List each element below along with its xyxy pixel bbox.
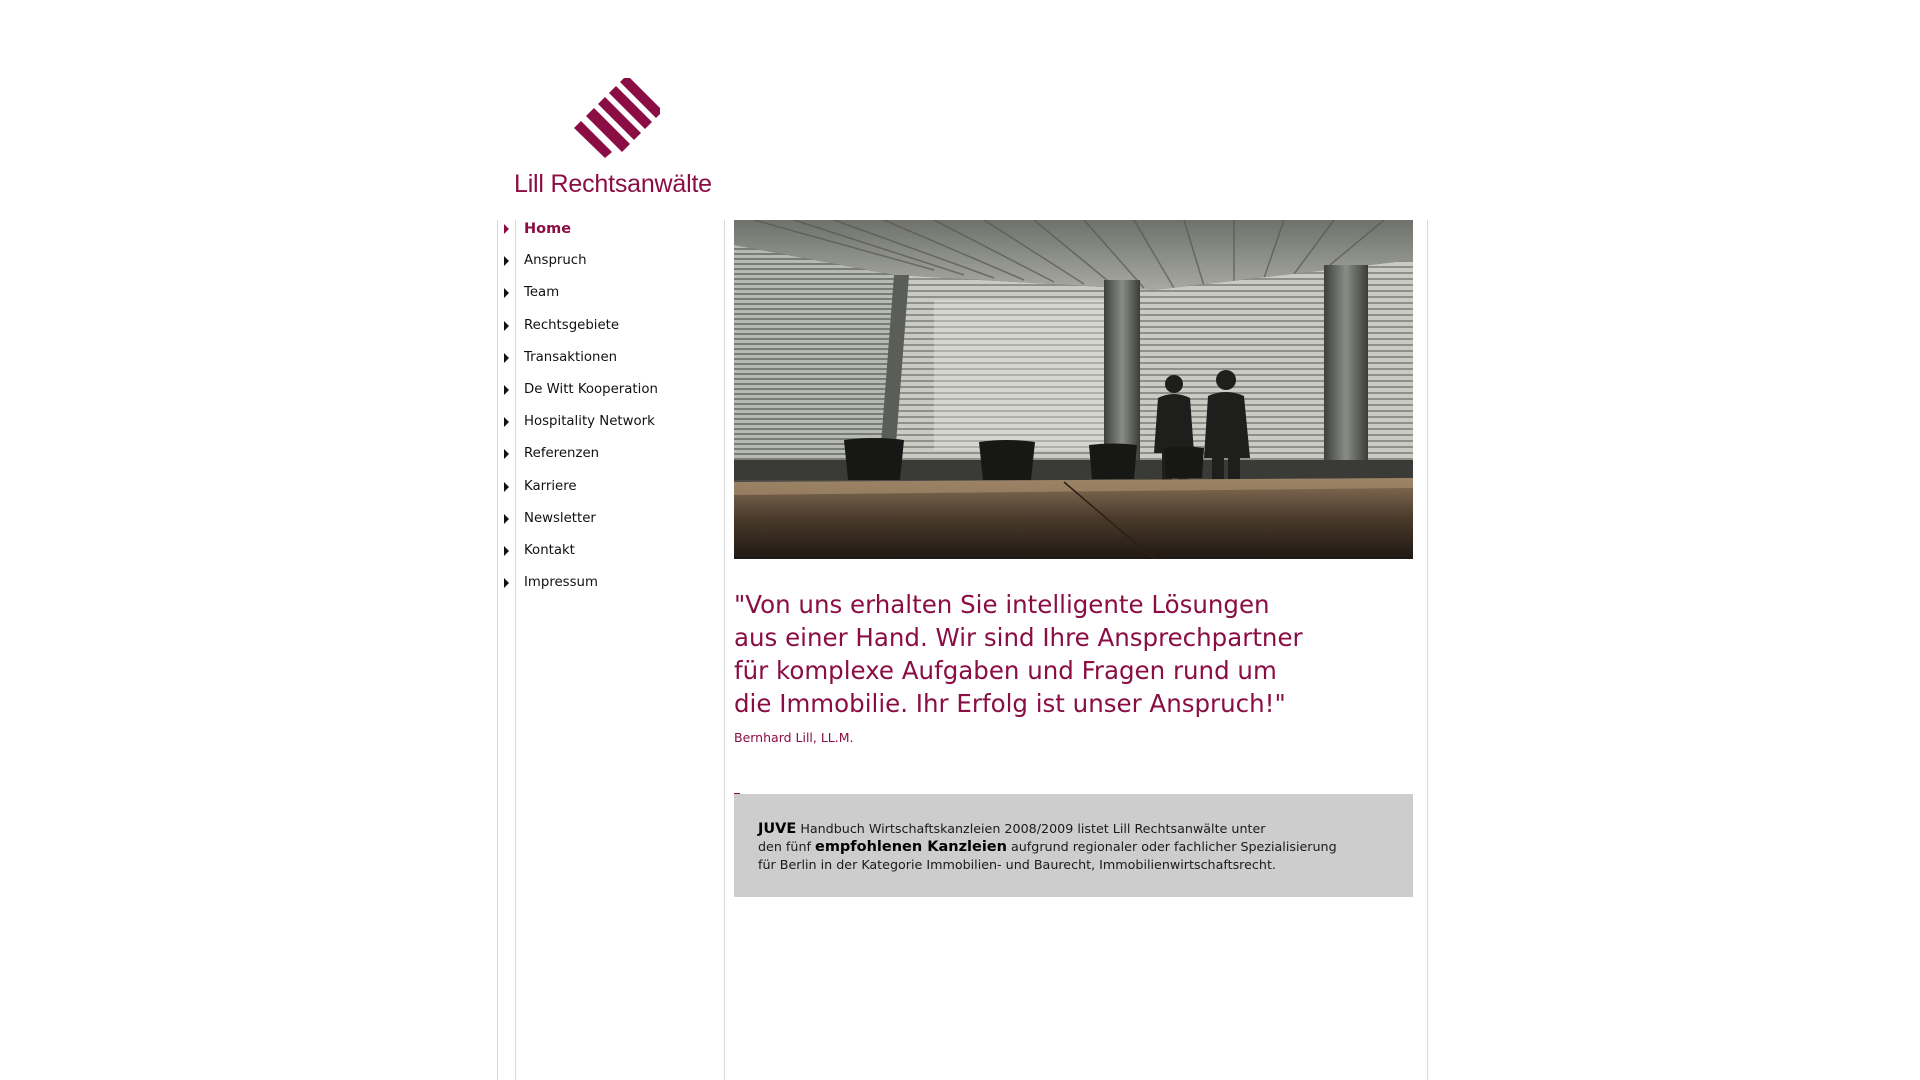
juve-text: für Berlin in der Kategorie Immobilien- und Baurecht, Immobilienwirtschaftsrecht. — [758, 857, 1276, 872]
triangle-right-icon — [504, 353, 509, 363]
nav-item-de-witt-kooperation[interactable] — [500, 381, 722, 413]
nav-item-kontakt[interactable] — [500, 542, 722, 574]
hero-image — [734, 220, 1413, 559]
nav-item-label: De Witt Kooperation — [524, 381, 658, 397]
quote-text — [734, 588, 1414, 720]
triangle-right-icon — [504, 546, 509, 556]
divider-line — [1427, 220, 1428, 1080]
logo-mark-icon — [574, 78, 660, 158]
quote-line: für komplexe Aufgaben und Fragen rund um — [734, 656, 1277, 685]
nav-item-label: Transaktionen — [524, 349, 618, 365]
divider-line — [497, 220, 498, 1080]
quote-line: "Von uns erhalten Sie intelligente Lösungen — [734, 590, 1270, 619]
logo-text: Lill Rechtsanwälte — [514, 170, 712, 198]
nav-item-label: Newsletter — [524, 510, 596, 526]
juve-text: Handbuch Wirtschaftskanzleien 2008/2009 listet Lill Rechtsanwälte unter — [796, 821, 1266, 836]
quote-line: die Immobilie. Ihr Erfolg ist unser Anspruch!" — [734, 689, 1286, 718]
nav-item-label: Team — [524, 285, 560, 301]
main-nav — [500, 220, 722, 606]
nav-item-label: Rechtsgebiete — [524, 317, 620, 333]
nav-item-impressum[interactable] — [500, 574, 722, 606]
nav-item-label: Home — [524, 221, 572, 237]
nav-item-label: Karriere — [524, 478, 577, 494]
triangle-right-icon — [504, 224, 509, 234]
nav-item-label: Hospitality Network — [524, 414, 655, 430]
nav-item-karriere[interactable] — [500, 478, 722, 510]
nav-item-label: Impressum — [524, 575, 598, 591]
nav-item-transaktionen[interactable] — [500, 349, 722, 381]
nav-item-newsletter[interactable] — [500, 510, 722, 542]
divider-line — [724, 220, 725, 1080]
conference-room-photo — [734, 220, 1413, 559]
triangle-right-icon — [504, 514, 509, 524]
triangle-right-icon — [504, 321, 509, 331]
nav-item-referenzen[interactable] — [500, 445, 722, 477]
nav-item-label: Referenzen — [524, 446, 600, 462]
juve-label: JUVE — [758, 821, 797, 837]
nav-item-team[interactable] — [500, 284, 722, 316]
nav-item-label: Anspruch — [524, 253, 587, 269]
nav-item-label: Kontakt — [524, 542, 575, 558]
triangle-right-icon — [504, 482, 509, 492]
juve-text: aufgrund regionaler oder fachlicher Spezialisierung — [1006, 839, 1337, 854]
triangle-right-icon — [504, 256, 509, 266]
nav-item-hospitality-network[interactable] — [500, 413, 722, 445]
triangle-right-icon — [504, 449, 509, 459]
nav-item-anspruch[interactable] — [500, 252, 722, 284]
logo[interactable] — [514, 78, 714, 200]
triangle-right-icon — [504, 417, 509, 427]
juve-text: den fünf — [758, 839, 815, 854]
nav-item-rechtsgebiete[interactable] — [500, 317, 722, 349]
triangle-right-icon — [504, 385, 509, 395]
triangle-right-icon — [504, 288, 509, 298]
juve-info-box — [734, 794, 1413, 897]
triangle-right-icon — [504, 578, 509, 588]
juve-emphasis: empfohlenen Kanzleien — [814, 839, 1007, 855]
quote-line: aus einer Hand. Wir sind Ihre Ansprechpartner — [734, 623, 1303, 652]
nav-item-home[interactable] — [500, 220, 722, 252]
quote-author: Bernhard Lill, LL.M. — [734, 730, 854, 745]
